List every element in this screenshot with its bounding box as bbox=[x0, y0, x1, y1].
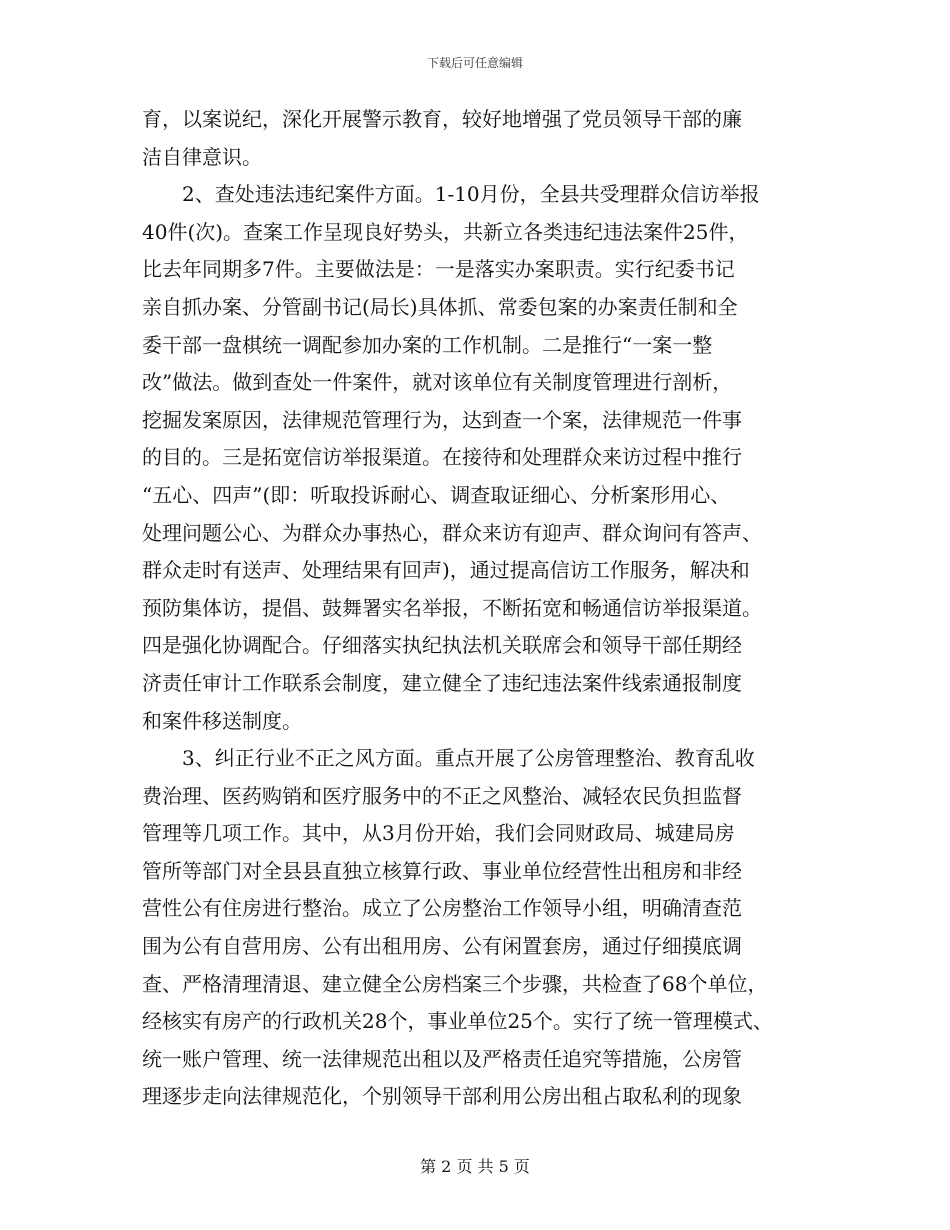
text-line: 群众走时有送声、处理结果有回声)，通过提高信访工作服务，解决和 bbox=[142, 558, 750, 583]
text-line: 营性公有住房进行整治。成立了公房整治工作领导小组，明确清查范 bbox=[142, 896, 742, 921]
text-line: 统一账户管理、统一法律规范出租以及严格责任追究等措施，公房管 bbox=[142, 1046, 742, 1071]
text-line: 委干部一盘棋统一调配参加办案的工作机制。二是推行“一案一整 bbox=[142, 332, 713, 357]
text-line: 挖掘发案原因，法律规范管理行为，达到查一个案，法律规范一件事 bbox=[142, 407, 742, 432]
text-line: 和案件移送制度。 bbox=[142, 708, 302, 733]
text-line: 济责任审计工作联系会制度，建立健全了违纪违法案件线索通报制度 bbox=[142, 670, 742, 695]
text-line: 改”做法。做到查处一件案件，就对该单位有关制度管理进行剖析， bbox=[142, 370, 733, 395]
text-line: 2、查处违法违纪案件方面。1-10月份，全县共受理群众信访举报 bbox=[142, 182, 760, 207]
text-line: “五心、四声”(即：听取投诉耐心、调查取证细心、分析案形用心、 bbox=[142, 482, 731, 507]
text-line: 经核实有房产的行政机关28个，事业单位25个。实行了统一管理模式、 bbox=[142, 1009, 773, 1034]
text-line: 育，以案说纪，深化开展警示教育，较好地增强了党员领导干部的廉 bbox=[142, 107, 742, 131]
text-line: 3、纠正行业不正之风方面。重点开展了公房管理整治、教育乱收 bbox=[142, 746, 755, 771]
text-line: 理逐步走向法律规范化，个别领导干部利用公房出租占取私利的现象 bbox=[142, 1084, 742, 1109]
text-line: 洁自律意识。 bbox=[142, 144, 262, 169]
text-line: 查、严格清理清退、建立健全公房档案三个步骤，共检查了68个单位， bbox=[142, 971, 768, 996]
text-line: 亲自抓办案、分管副书记(局长)具体抓、常委包案的办案责任制和全 bbox=[142, 294, 738, 319]
text-line: 费治理、医药购销和医疗服务中的不正之风整治、减轻农民负担监督 bbox=[142, 783, 742, 808]
text-line: 预防集体访，提倡、鼓舞署实名举报，不断拓宽和畅通信访举报渠道。 bbox=[142, 595, 762, 620]
text-line: 四是强化协调配合。仔细落实执纪执法机关联席会和领导干部任期经 bbox=[142, 633, 742, 658]
document-body bbox=[142, 101, 822, 1116]
text-line: 处理问题公心、为群众办事热心，群众来访有迎声、群众询问有答声、 bbox=[142, 520, 762, 545]
text-line: 管所等部门对全县县直独立核算行政、事业单位经营性出租房和非经 bbox=[142, 858, 742, 883]
text-line: 围为公有自营用房、公有出租用房、公有闲置套房，通过仔细摸底调 bbox=[142, 934, 742, 959]
text-line: 40件(次)。查案工作呈现良好势头，共新立各类违纪违法案件25件， bbox=[142, 219, 749, 244]
text-line: 比去年同期多7件。主要做法是：一是落实办案职责。实行纪委书记 bbox=[142, 257, 735, 282]
text-line: 的目的。三是拓宽信访举报渠道。在接待和处理群众来访过程中推行 bbox=[142, 445, 742, 470]
page-number-footer: 第 2 页 共 5 页 bbox=[420, 1157, 530, 1176]
header-note: 下载后可任意编辑 bbox=[426, 56, 523, 70]
text-line: 管理等几项工作。其中，从3月份开始，我们会同财政局、城建局房 bbox=[142, 821, 735, 846]
